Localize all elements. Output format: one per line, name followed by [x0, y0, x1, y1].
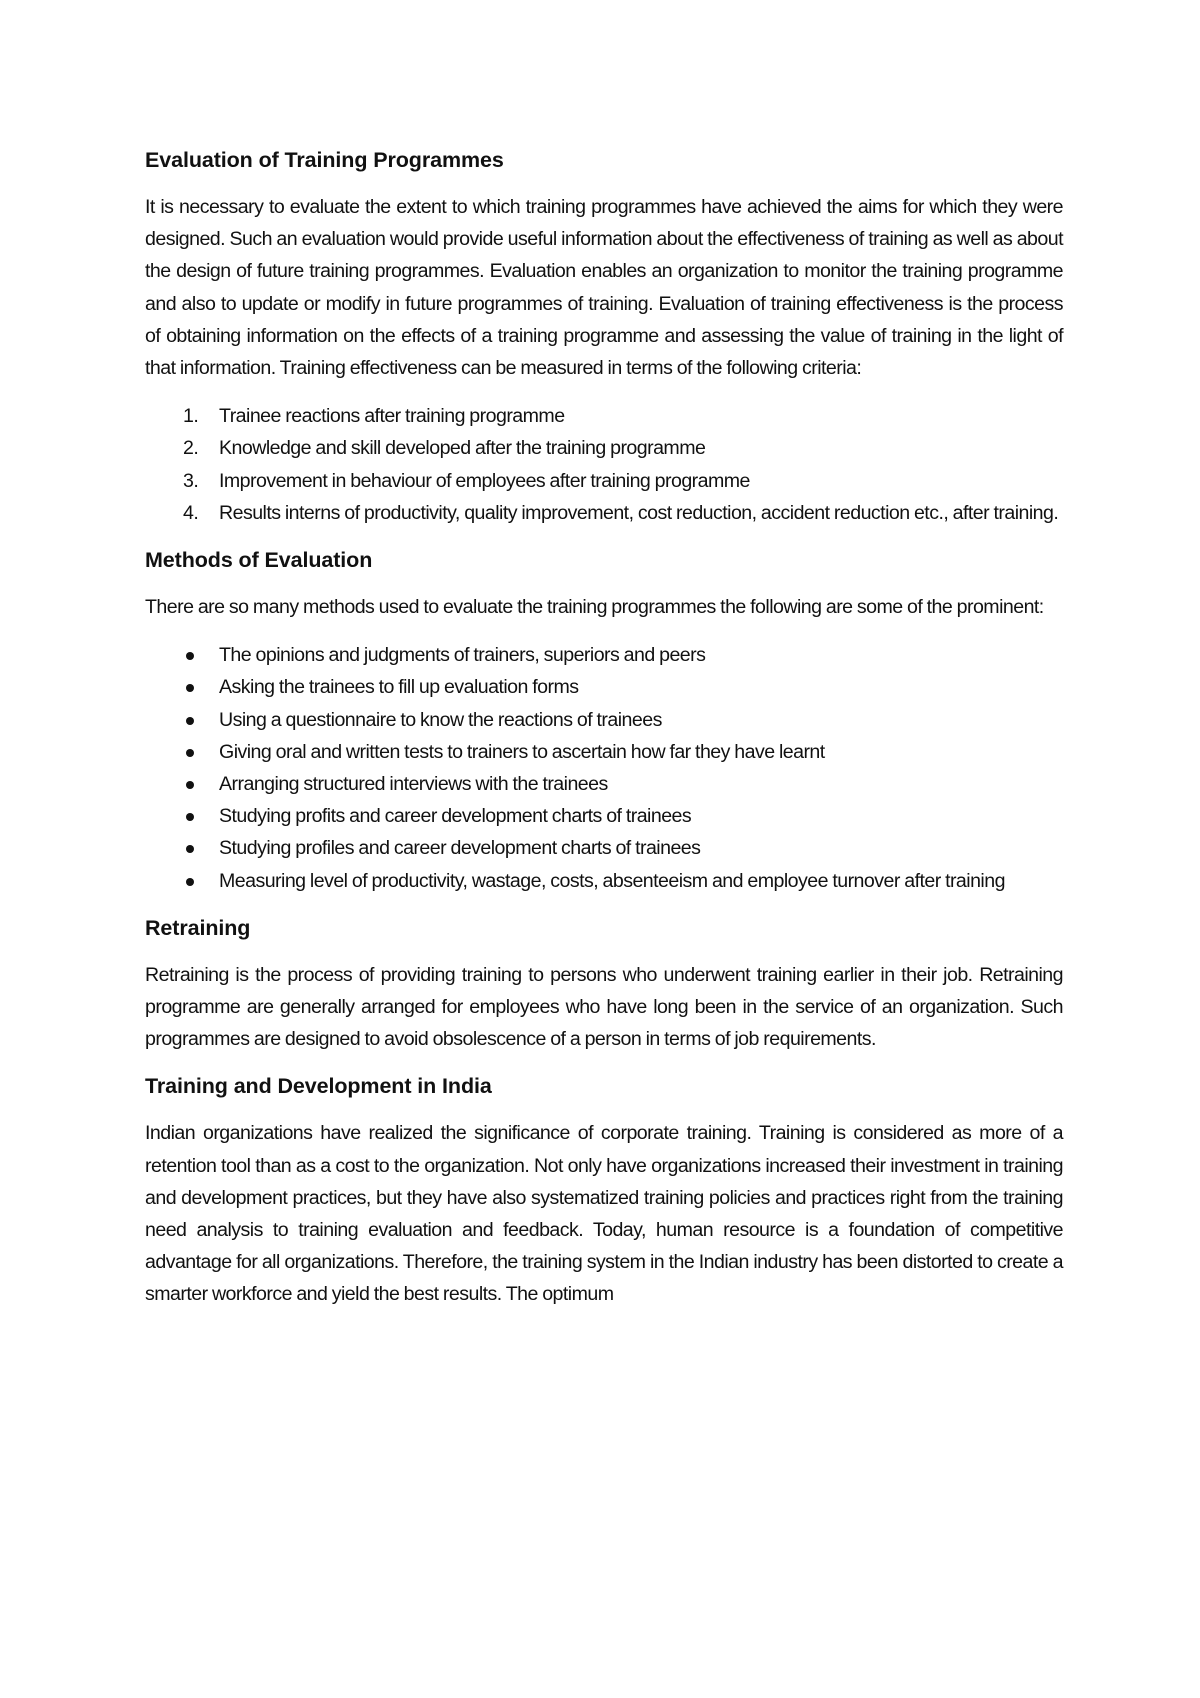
list-item — [145, 704, 1063, 736]
bullet-icon — [186, 878, 194, 886]
list-item-text: Studying profiles and career development charts of trainees — [219, 837, 701, 860]
list-number: 2. — [183, 437, 199, 460]
section-heading-evaluation: Evaluation of Training Programmes — [145, 148, 504, 172]
list-item — [145, 639, 1063, 671]
evaluation-paragraph: It is necessary to evaluate the extent to which training programmes have achieved the aims for which they were designed. Such an evaluation would provide useful information about the effectiveness of training as well as about the design of future training programmes. Evaluation enables an organization to monitor the training programme and also to update or modify in future programmes of training. Evaluation of training effectiveness is the process of obtaining information on the effects of a training programme and assessing the value of training in the light of that information. Training effectiveness can be measured in terms of the following criteria: — [145, 196, 1063, 380]
list-item-text: Using a questionnaire to know the reactions of trainees — [219, 708, 662, 731]
list-item-text: Studying profits and career development charts of trainees — [219, 805, 692, 828]
bullet-icon — [186, 845, 194, 853]
list-item — [145, 768, 1063, 800]
list-item — [145, 800, 1063, 832]
list-number: 4. — [183, 501, 199, 524]
methods-paragraph: There are so many methods used to evaluate the training programmes the following are some of the prominent: — [145, 596, 1044, 619]
bullet-icon — [186, 684, 194, 692]
list-item — [145, 497, 1063, 529]
methods-list — [145, 639, 1063, 897]
india-paragraph: Indian organizations have realized the significance of corporate training. Training is considered as more of a retention tool than as a cost to the organization. Not only have organizations increased their investment in training and development practices, but they have also systematized training policies and practices right from the training need analysis to training evaluation and feedback. Today, human resource is a foundation of competitive advantage for all organizations. Therefore, the training system in the Indian industry has been distorted to create a smarter workforce and yield the best results. The optimum — [145, 1122, 1063, 1306]
section-heading-methods: Methods of Evaluation — [145, 548, 373, 573]
list-number: 3. — [183, 469, 199, 492]
bullet-icon — [186, 717, 194, 725]
list-number: 1. — [183, 405, 199, 428]
list-item-text: The opinions and judgments of trainers, superiors and peers — [219, 644, 706, 667]
retraining-paragraph: Retraining is the process of providing training to persons who underwent training earlier in their job. Retraining programme are generally arranged for employees who have long been in the service of an organization. Such programmes are designed to avoid obsolescence of a person in terms of job requirements. — [145, 963, 1063, 1051]
bullet-icon — [186, 749, 194, 757]
bullet-icon — [186, 813, 194, 821]
list-item — [145, 465, 1063, 497]
list-item-text: Trainee reactions after training programme — [219, 405, 565, 428]
document-page — [145, 146, 1063, 1311]
bullet-icon — [186, 652, 194, 660]
list-item — [145, 400, 1063, 432]
list-item — [145, 671, 1063, 703]
list-item — [145, 736, 1063, 768]
list-item-text: Improvement in behaviour of employees after training programme — [219, 469, 750, 492]
list-item — [145, 865, 1063, 897]
list-item-text: Measuring level of productivity, wastage, costs, absenteeism and employee turnover after training — [219, 869, 1005, 892]
section-heading-india: Training and Development in India — [145, 1074, 492, 1099]
list-item-text: Results interns of productivity, quality improvement, cost reduction, accident reduction etc., after training. — [219, 501, 1059, 524]
list-item — [145, 832, 1063, 864]
list-item-text: Giving oral and written tests to trainers to ascertain how far they have learnt — [219, 740, 825, 763]
list-item-text: Knowledge and skill developed after the training programme — [219, 437, 706, 460]
list-item-text: Arranging structured interviews with the trainees — [219, 773, 608, 796]
list-item-text: Asking the trainees to fill up evaluation forms — [219, 676, 579, 699]
bullet-icon — [186, 781, 194, 789]
criteria-list — [145, 400, 1063, 529]
section-heading-retraining: Retraining — [145, 915, 251, 940]
list-item — [145, 432, 1063, 464]
